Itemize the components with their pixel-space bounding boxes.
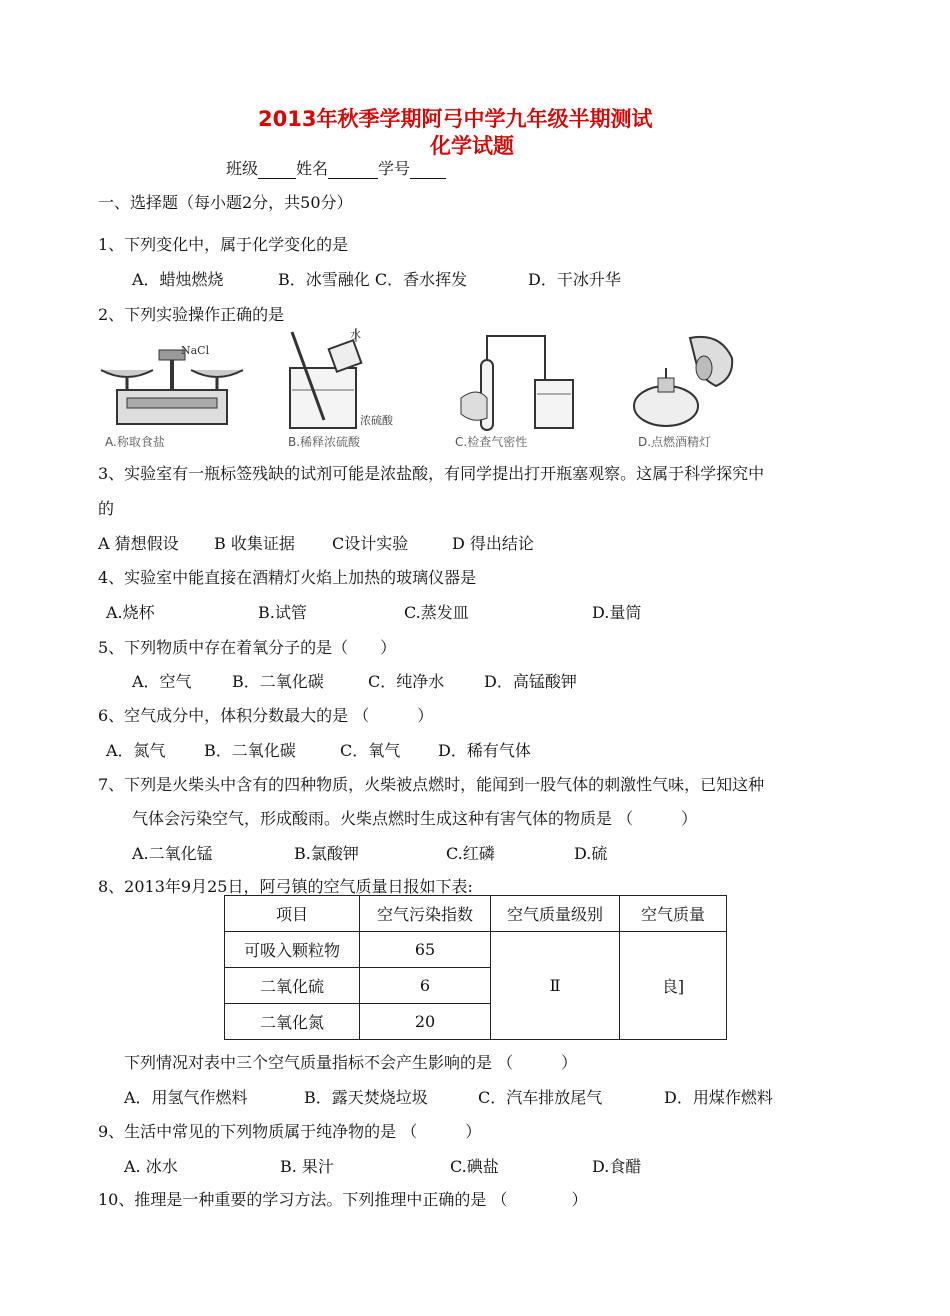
table-cell-item: 可吸入颗粒物 <box>225 932 360 968</box>
figure-dilution <box>284 328 414 454</box>
class-blank <box>258 162 296 179</box>
q1-option-a: A．蜡烛燃烧 <box>132 270 224 289</box>
figure-airtight <box>451 328 581 454</box>
water-label: 水 <box>350 328 361 341</box>
q3-option-c: C设计实验 <box>332 534 409 553</box>
table-cell-item: 二氧化硫 <box>225 968 360 1004</box>
question-8-followup: 下列情况对表中三个空气质量指标不会产生影响的是 （ ） <box>124 1053 578 1072</box>
q6-option-a: A．氮气 <box>106 741 166 760</box>
caption-b: B.稀释浓硫酸 <box>288 435 361 449</box>
name-label: 姓名 <box>296 159 329 178</box>
question-3-stem-line1: 3、实验室有一瓶标签残缺的试剂可能是浓盐酸，有同学提出打开瓶塞观察。这属于科学探究中 <box>98 464 765 483</box>
q6-option-d: D．稀有气体 <box>438 741 531 760</box>
caption-c: C.检查气密性 <box>455 435 528 449</box>
table-header-cell: 项目 <box>225 896 360 932</box>
q3-option-a: A 猜想假设 <box>98 534 179 553</box>
q4-option-d: D.量筒 <box>592 603 642 622</box>
q9-option-b: B. 果汁 <box>280 1157 334 1176</box>
table-cell-index: 65 <box>360 932 491 968</box>
q8-option-d: D．用煤作燃料 <box>664 1088 773 1107</box>
table-header-cell: 空气污染指数 <box>360 896 491 932</box>
table-cell-index: 6 <box>360 968 491 1004</box>
q9-option-c: C.碘盐 <box>450 1157 499 1176</box>
figure-alcohol-lamp <box>630 328 760 454</box>
number-label: 学号 <box>378 159 411 178</box>
question-9-stem: 9、生活中常见的下列物质属于纯净物的是 （ ） <box>98 1122 482 1141</box>
q6-option-b: B．二氧化碳 <box>204 741 296 760</box>
q5-option-b: B．二氧化碳 <box>232 672 324 691</box>
q3-option-b: B 收集证据 <box>214 534 295 553</box>
nacl-label: NaCl <box>181 344 210 357</box>
q4-option-c: C.蒸发皿 <box>404 603 469 622</box>
q7-option-d: D.硫 <box>574 844 608 863</box>
q8-option-a: A．用氢气作燃料 <box>124 1088 248 1107</box>
question-7-stem-line2: 气体会污染空气，形成酸雨。火柴点燃时生成这种有害气体的物质是 （ ） <box>132 809 698 828</box>
question-1-stem: 1、下列变化中，属于化学变化的是 <box>98 235 349 254</box>
q5-option-c: C．纯净水 <box>368 672 445 691</box>
q4-option-a: A.烧杯 <box>106 603 155 622</box>
q1-option-d: D．干冰升华 <box>528 270 621 289</box>
question-2-stem: 2、下列实验操作正确的是 <box>98 305 285 324</box>
table-header-row <box>225 896 727 932</box>
exam-title: 2013年秋季学期阿弓中学九年级半期测试 <box>258 107 653 131</box>
q6-option-c: C．氧气 <box>340 741 401 760</box>
table-cell-quality: 良] <box>620 932 727 1040</box>
question-8-stem: 8、2013年9月25日，阿弓镇的空气质量日报如下表: <box>98 877 473 896</box>
q7-option-c: C.红磷 <box>446 844 495 863</box>
question-5-stem: 5、下列物质中存在着氧分子的是（ ） <box>98 638 397 657</box>
caption-d: D.点燃酒精灯 <box>638 435 712 449</box>
figure-balance <box>97 328 245 454</box>
student-info-line <box>226 156 446 179</box>
acid-label: 浓硫酸 <box>360 414 393 427</box>
exam-subtitle: 化学试题 <box>430 134 514 158</box>
q3-option-d: D 得出结论 <box>452 534 534 553</box>
class-label: 班级 <box>226 159 259 178</box>
q4-option-b: B.试管 <box>258 603 307 622</box>
table-cell-index: 20 <box>360 1004 491 1040</box>
table-row <box>225 932 727 968</box>
q5-option-d: D．高锰酸钾 <box>484 672 577 691</box>
table-header-cell: 空气质量 <box>620 896 727 932</box>
table-cell-item: 二氧化氮 <box>225 1004 360 1040</box>
table-header-cell: 空气质量级别 <box>491 896 620 932</box>
question-3-stem-line2: 的 <box>98 499 115 518</box>
q7-option-a: A.二氧化锰 <box>132 844 213 863</box>
question-7-stem-line1: 7、下列是火柴头中含有的四种物质，火柴被点燃时，能闻到一股气体的刺激性气味，已知这种 <box>98 775 765 794</box>
q9-option-d: D.食醋 <box>592 1157 642 1176</box>
number-blank <box>410 162 446 179</box>
q9-option-a: A. 冰水 <box>124 1157 178 1176</box>
air-quality-table <box>224 895 727 1040</box>
question-10-stem: 10、推理是一种重要的学习方法。下列推理中正确的是 （ ） <box>98 1190 588 1209</box>
question-6-stem: 6、空气成分中，体积分数最大的是 （ ） <box>98 706 434 725</box>
q5-option-a: A．空气 <box>132 672 192 691</box>
q8-option-b: B．露天焚烧垃圾 <box>304 1088 428 1107</box>
section-heading: 一、选择题（每小题2分，共50分） <box>98 193 353 212</box>
q7-option-b: B.氯酸钾 <box>294 844 359 863</box>
question-4-stem: 4、实验室中能直接在酒精灯火焰上加热的玻璃仪器是 <box>98 568 477 587</box>
q8-option-c: C．汽车排放尾气 <box>478 1088 603 1107</box>
name-blank <box>328 162 378 179</box>
caption-a: A.称取食盐 <box>105 435 165 449</box>
table-cell-level: Ⅱ <box>491 932 620 1040</box>
q1-option-bc: B．冰雪融化 C．香水挥发 <box>278 270 468 289</box>
